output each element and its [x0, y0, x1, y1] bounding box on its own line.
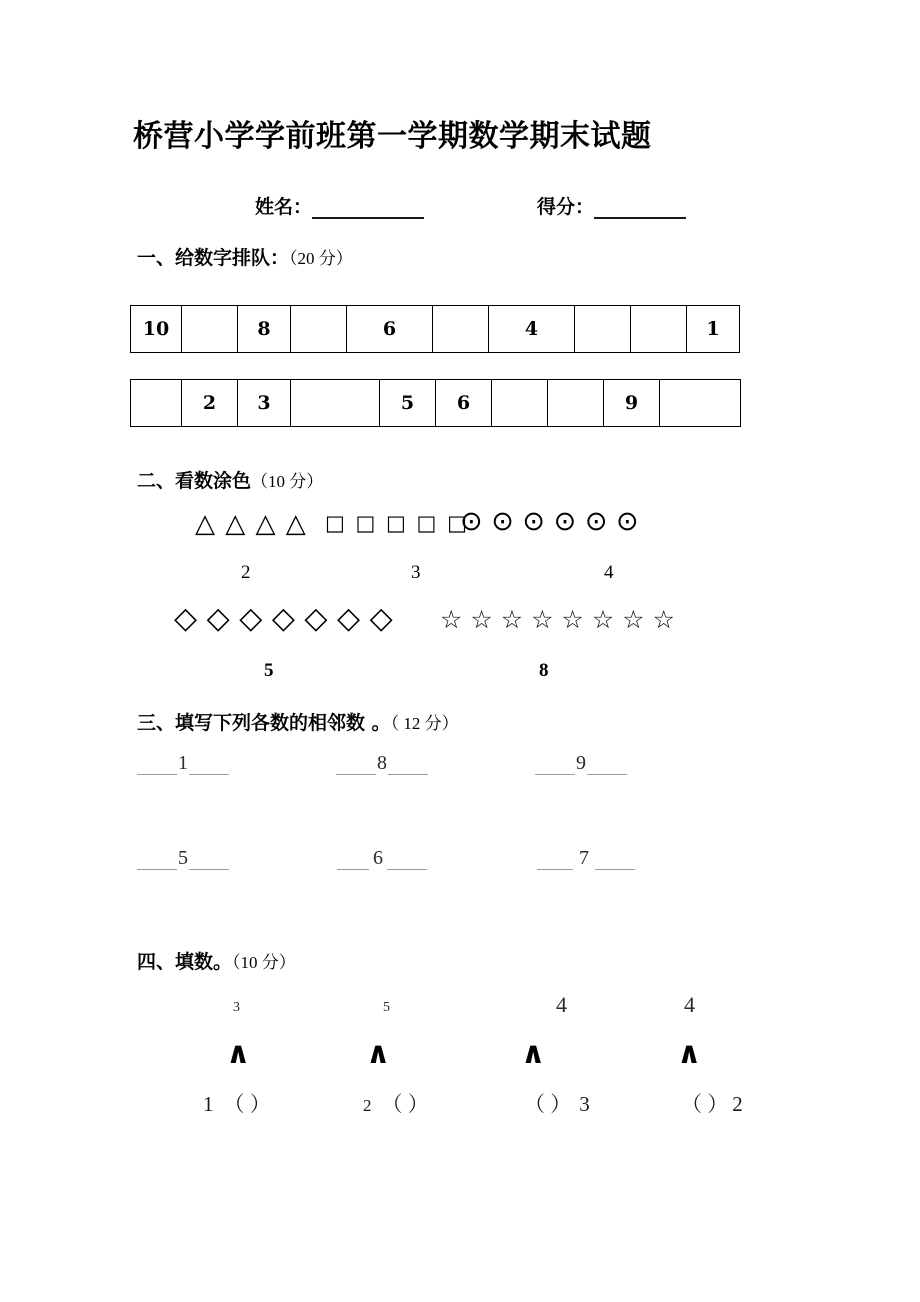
bond-total-3: 4: [556, 992, 567, 1017]
bond-parts-4[interactable]: [681, 1088, 743, 1118]
shape-group-triangles: [195, 511, 307, 537]
count-label-diamonds: 5: [264, 660, 274, 681]
bond-total-4: 4: [684, 992, 695, 1017]
count-label-stars: 8: [539, 660, 549, 681]
table-cell-blank[interactable]: [433, 306, 489, 353]
bond-parts-2[interactable]: [363, 1088, 429, 1118]
table-cell-blank[interactable]: [182, 306, 238, 353]
section-4-heading: [137, 947, 296, 974]
neighbor-value: 8: [377, 752, 387, 774]
bond-part-left[interactable]: （ ）: [681, 1092, 729, 1116]
bond-parts-3[interactable]: [524, 1088, 590, 1118]
neighbor-blank-right[interactable]: [387, 854, 427, 870]
section-3-points: （ 12 分）: [390, 714, 459, 733]
bond-part-left: 2: [363, 1096, 372, 1115]
name-label: 姓名：: [255, 196, 313, 218]
square-icon-group: □ □ □ □ □: [325, 511, 469, 535]
table-cell-filled[interactable]: 1: [687, 306, 740, 353]
bond-caret-icon-3: ∧: [521, 1036, 546, 1071]
shape-group-stars: [440, 607, 675, 632]
bond-total-1: 3: [233, 1000, 240, 1015]
table-cell-filled[interactable]: 10: [131, 306, 182, 353]
count-label-triangles: 2: [241, 562, 251, 583]
table-row: [131, 306, 740, 353]
bond-part-left: 1: [203, 1092, 214, 1116]
neighbor-blank-right[interactable]: [587, 759, 627, 775]
table-cell-filled[interactable]: 9: [604, 380, 660, 427]
table-cell-filled[interactable]: 3: [238, 380, 291, 427]
shape-group-squares: [325, 513, 469, 534]
section-3-heading: [137, 708, 459, 735]
neighbor-value: 6: [373, 847, 383, 869]
table-cell-blank[interactable]: [131, 380, 182, 427]
bond-total-2: 5: [383, 1000, 390, 1015]
bond-part-right[interactable]: （ ）: [223, 1092, 271, 1116]
neighbor-blank-right[interactable]: [189, 759, 229, 775]
neighbor-blank-left[interactable]: [137, 759, 177, 775]
score-field[interactable]: [537, 192, 686, 219]
neighbor-blank-left[interactable]: [336, 759, 376, 775]
neighbor-value: 5: [178, 847, 188, 869]
shape-group-diamonds: [174, 601, 393, 636]
bond-part-left[interactable]: （ ）: [524, 1092, 572, 1116]
section-2-title: 二、看数涂色: [137, 470, 252, 492]
section-1-heading: [137, 243, 353, 270]
page-title: 桥营小学学前班第一学期数学期末试题: [133, 119, 652, 154]
bond-caret-icon-1: ∧: [226, 1036, 251, 1071]
table-cell-blank[interactable]: [575, 306, 631, 353]
neighbor-blank-left[interactable]: [537, 854, 573, 870]
table-cell-filled[interactable]: 6: [347, 306, 433, 353]
table-row: [131, 380, 741, 427]
section-1-points: （20 分）: [289, 249, 353, 268]
table-cell-blank[interactable]: [492, 380, 548, 427]
section-4-title: 四、填数。: [137, 951, 233, 973]
table-cell-filled[interactable]: 8: [238, 306, 291, 353]
star-icon-group: ☆ ☆ ☆ ☆ ☆ ☆ ☆ ☆: [440, 605, 675, 634]
count-label-circles: 4: [604, 562, 614, 583]
header-fields: [0, 192, 920, 222]
score-label: 得分：: [537, 196, 595, 218]
neighbor-blank-3[interactable]: [535, 752, 627, 775]
neighbor-value: 1: [178, 752, 188, 774]
section-1-title: 一、给数字排队：: [137, 247, 290, 269]
neighbor-blank-5[interactable]: [337, 847, 427, 870]
table-cell-blank[interactable]: [660, 380, 741, 427]
bond-part-right: 2: [732, 1092, 743, 1116]
neighbor-blank-2[interactable]: [336, 752, 428, 775]
table-cell-blank[interactable]: [548, 380, 604, 427]
section-4-points: （10 分）: [232, 953, 296, 972]
number-sequence-table-1[interactable]: [130, 305, 740, 353]
triangle-icon-group: △ △ △ △: [195, 509, 307, 539]
name-blank[interactable]: [312, 200, 424, 219]
name-field[interactable]: [255, 192, 424, 219]
neighbor-blank-6[interactable]: [537, 847, 635, 870]
neighbor-blank-left[interactable]: [337, 854, 369, 870]
neighbor-blank-right[interactable]: [595, 854, 635, 870]
table-cell-blank[interactable]: [631, 306, 687, 353]
neighbor-blank-1[interactable]: [137, 752, 229, 775]
bond-caret-icon-4: ∧: [677, 1036, 702, 1071]
circle-dot-icon-group: ⊙ ⊙ ⊙ ⊙ ⊙ ⊙: [460, 506, 639, 537]
neighbor-blank-right[interactable]: [388, 759, 428, 775]
table-cell-filled[interactable]: 6: [436, 380, 492, 427]
section-2-heading: [137, 466, 323, 493]
section-3-title: 三、填写下列各数的相邻数 。: [137, 712, 391, 734]
count-label-squares: 3: [411, 562, 421, 583]
neighbor-blank-left[interactable]: [535, 759, 575, 775]
table-cell-filled[interactable]: 2: [182, 380, 238, 427]
score-blank[interactable]: [594, 200, 686, 219]
bond-parts-1[interactable]: [203, 1088, 271, 1118]
bond-caret-icon-2: ∧: [366, 1036, 391, 1071]
shape-group-circles: [460, 508, 639, 535]
diamond-icon-group: ◇ ◇ ◇ ◇ ◇ ◇ ◇: [174, 601, 393, 636]
table-cell-filled[interactable]: 4: [489, 306, 575, 353]
neighbor-blank-right[interactable]: [189, 854, 229, 870]
table-cell-blank[interactable]: [291, 380, 380, 427]
bond-part-right: 3: [579, 1092, 590, 1116]
table-cell-filled[interactable]: 5: [380, 380, 436, 427]
bond-part-right[interactable]: （ ）: [381, 1092, 429, 1116]
neighbor-blank-left[interactable]: [137, 854, 177, 870]
table-cell-blank[interactable]: [291, 306, 347, 353]
neighbor-value: 7: [579, 847, 589, 869]
neighbor-blank-4[interactable]: [137, 847, 229, 870]
neighbor-value: 9: [576, 752, 586, 774]
section-2-points: （10 分）: [251, 472, 324, 491]
number-sequence-table-2[interactable]: [130, 379, 741, 427]
